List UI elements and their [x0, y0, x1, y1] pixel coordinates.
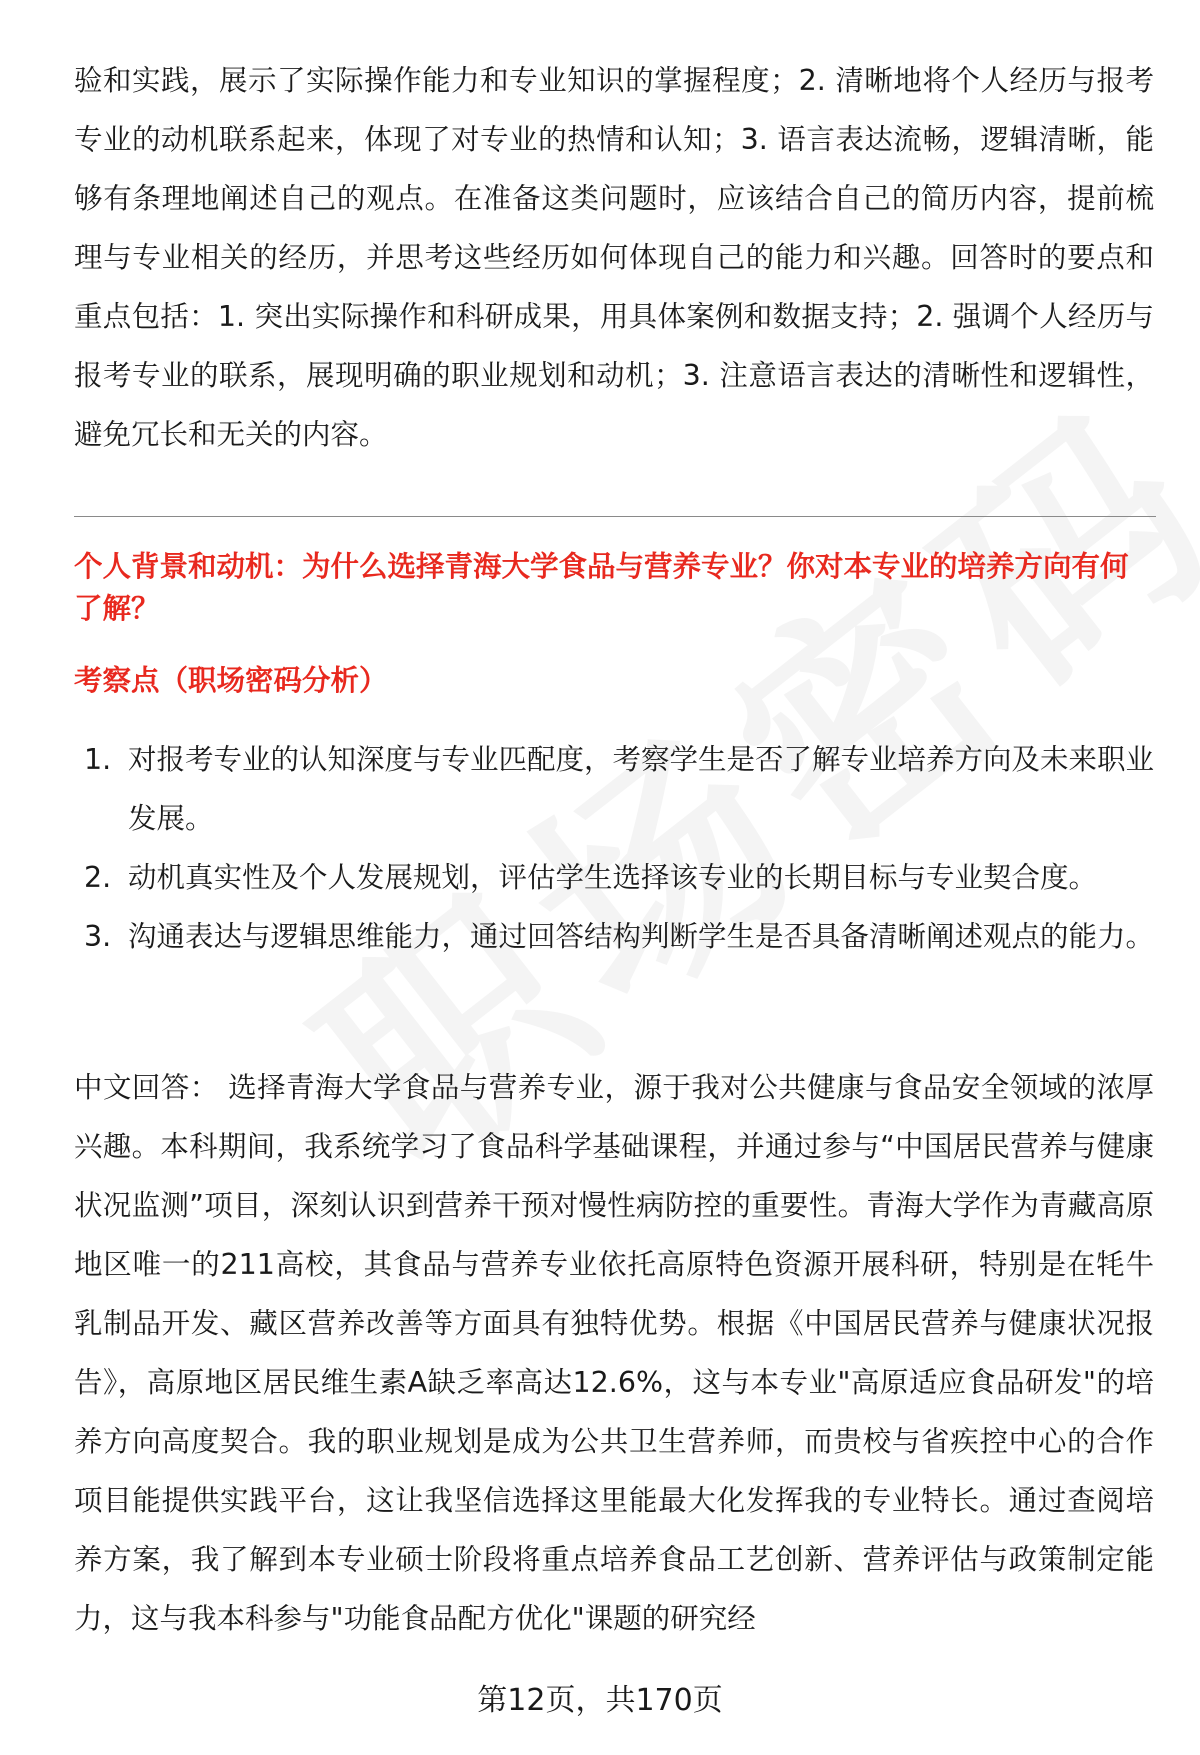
assessment-points-list	[74, 730, 1156, 966]
list-item	[74, 907, 1156, 966]
intro-paragraph: 验和实践，展示了实际操作能力和专业知识的掌握程度；2. 清晰地将个人经历与报考专业的动机联系起来，体现了对专业的热情和认知；3. 语言表达流畅，逻辑清晰，能够有条理地阐述自己的观点。在准备这类问题时，应该结合自己的简历内容，提前梳理与专业相关的经历，并思考这些经历如何体现自己的能力和兴趣。回答时的要点和重点包括：1. 突出实际操作和科研成果，用具体案例和数据支持；2. 强调个人经历与报考专业的联系，展现明确的职业规划和动机；3. 注意语言表达的清晰性和逻辑性，避免冗长和无关的内容。	[74, 64, 1154, 451]
list-item	[74, 730, 1156, 848]
list-item-number: 1.	[84, 743, 112, 776]
list-item-number: 2.	[84, 861, 112, 894]
answer-paragraph: 中文回答： 选择青海大学食品与营养专业，源于我对公共健康与食品安全领域的浓厚兴趣。本科期间，我系统学习了食品科学基础课程，并通过参与“中国居民营养与健康状况监测”项目，深刻认识到营养干预对慢性病防控的重要性。青海大学作为青藏高原地区唯一的211高校，其食品与营养专业依托高原特色资源开展科研，特别是在牦牛乳制品开发、藏区营养改善等方面具有独特优势。根据《中国居民营养与健康状况报告》，高原地区居民维生素A缺乏率高达12.6%，这与本专业"高原适应食品研发"的培养方向高度契合。我的职业规划是成为公共卫生营养师，而贵校与省疾控中心的合作项目能提供实践平台，这让我坚信选择这里能最大化发挥我的专业特长。通过查阅培养方案，我了解到本专业硕士阶段将重点培养食品工艺创新、营养评估与政策制定能力，这与我本科参与"功能食品配方优化"课题的研究经	[74, 1071, 1154, 1635]
list-item-text: 动机真实性及个人发展规划，评估学生选择该专业的长期目标与专业契合度。	[128, 861, 1098, 894]
list-item-text: 沟通表达与逻辑思维能力，通过回答结构判断学生是否具备清晰阐述观点的能力。	[128, 920, 1155, 953]
page-number-footer: 第12页，共170页	[477, 1683, 723, 1718]
list-item-number: 3.	[84, 920, 112, 953]
assessment-subheading: 考察点（职场密码分析）	[74, 664, 388, 697]
list-item-text: 对报考专业的认知深度与专业匹配度，考察学生是否了解专业培养方向及未来职业发展。	[128, 743, 1155, 835]
section-divider	[74, 516, 1156, 517]
question-heading: 个人背景和动机：为什么选择青海大学食品与营养专业？你对本专业的培养方向有何了解？	[74, 550, 1129, 625]
list-item	[74, 848, 1156, 907]
